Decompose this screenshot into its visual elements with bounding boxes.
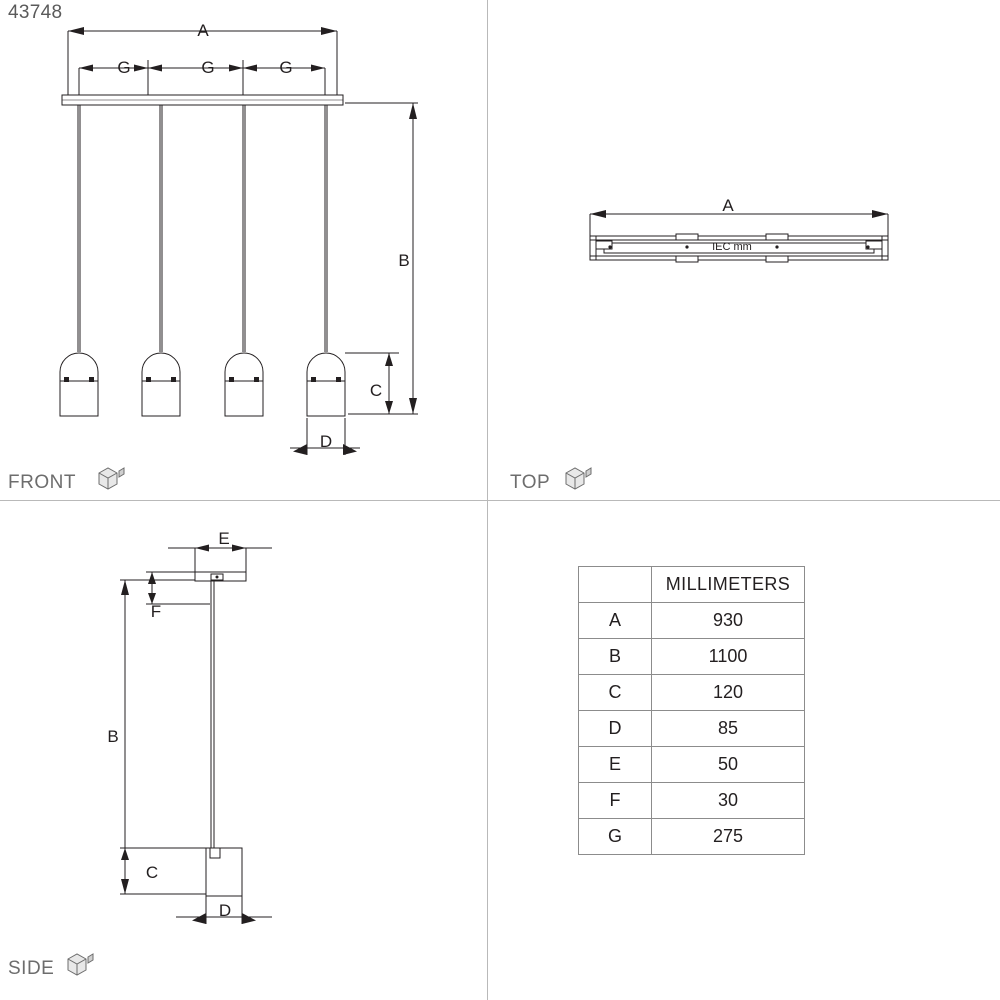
view-label-top: TOP <box>510 472 551 493</box>
dim-value: 50 <box>652 747 805 783</box>
table-header-blank <box>579 567 652 603</box>
cube-orientation-icon-side <box>64 950 96 978</box>
top-view-detail-text: IEC mm <box>712 241 752 253</box>
front-view-drawing <box>0 0 500 500</box>
cube-orientation-icon-top <box>562 464 594 492</box>
table-header-units: MILLIMETERS <box>652 567 805 603</box>
dim-value: 120 <box>652 675 805 711</box>
dim-key: B <box>579 639 652 675</box>
dim-label-A-front: A <box>197 21 209 40</box>
dim-key: F <box>579 783 652 819</box>
table-header-row <box>579 567 805 603</box>
dim-label-C-front: C <box>369 381 383 400</box>
dimensions-table <box>578 566 805 855</box>
view-label-side: SIDE <box>8 958 55 979</box>
view-label-front: FRONT <box>8 472 76 493</box>
table-row <box>579 675 805 711</box>
dim-label-C-side: C <box>145 863 159 882</box>
dim-label-F-side: F <box>150 602 162 621</box>
dim-value: 30 <box>652 783 805 819</box>
dim-label-B-front: B <box>398 251 410 270</box>
table-row <box>579 783 805 819</box>
dim-key: E <box>579 747 652 783</box>
dim-label-G-1: G <box>117 58 131 77</box>
dim-value: 1100 <box>652 639 805 675</box>
dim-label-A-top: A <box>722 196 734 215</box>
dim-key: D <box>579 711 652 747</box>
side-view-drawing <box>0 500 500 1000</box>
dim-value: 930 <box>652 603 805 639</box>
dim-label-G-2: G <box>201 58 215 77</box>
dim-value: 275 <box>652 819 805 855</box>
table-row <box>579 639 805 675</box>
dim-label-D-front: D <box>319 432 333 451</box>
part-number: 43748 <box>8 2 63 23</box>
dim-key: G <box>579 819 652 855</box>
top-view-drawing <box>500 0 1000 500</box>
table-row <box>579 819 805 855</box>
dim-label-G-3: G <box>279 58 293 77</box>
table-row <box>579 747 805 783</box>
dim-label-E-side: E <box>218 529 230 548</box>
dim-label-B-side: B <box>107 727 119 746</box>
cube-orientation-icon-front <box>95 464 127 492</box>
dim-label-D-side: D <box>218 901 232 920</box>
table-row <box>579 711 805 747</box>
dim-key: A <box>579 603 652 639</box>
table-row <box>579 603 805 639</box>
dim-value: 85 <box>652 711 805 747</box>
dim-key: C <box>579 675 652 711</box>
